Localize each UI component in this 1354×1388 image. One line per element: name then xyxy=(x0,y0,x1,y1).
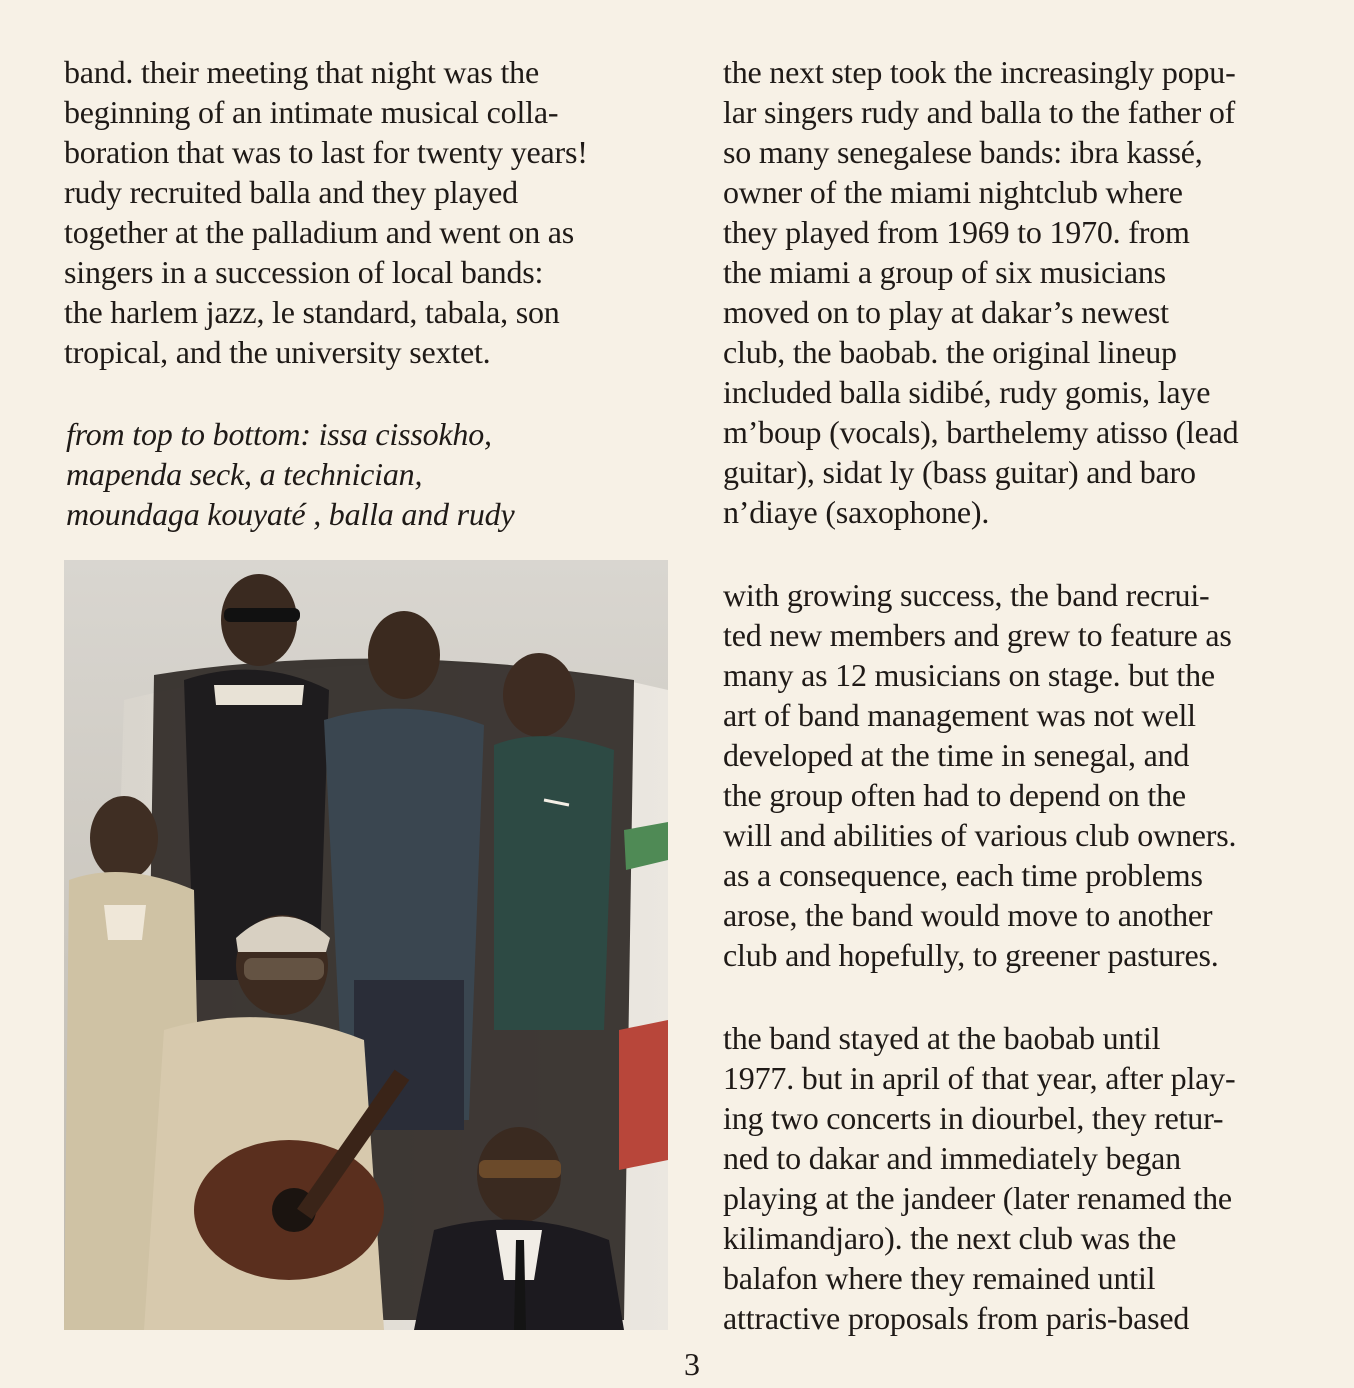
text-line: lar singers rudy and balla to the father of xyxy=(723,94,1236,130)
text-line: the miami a group of six musicians xyxy=(723,254,1166,290)
text-line: together at the palladium and went on as xyxy=(64,214,575,250)
text-line: singers in a succession of local bands: xyxy=(64,254,544,290)
text-line: kilimandjaro). the next club was the xyxy=(723,1220,1177,1256)
text-line: they played from 1969 to 1970. from xyxy=(723,214,1190,250)
text-line: the harlem jazz, le standard, tabala, son xyxy=(64,294,560,330)
text-line: playing at the jandeer (later renamed the xyxy=(723,1180,1232,1216)
text-line: m’boup (vocals), barthelemy atisso (lead xyxy=(723,414,1239,450)
text-line: as a consequence, each time problems xyxy=(723,857,1203,893)
text-line: ted new members and grew to feature as xyxy=(723,617,1232,653)
text-line: attractive proposals from paris-based xyxy=(723,1300,1190,1336)
text-line: tropical, and the university sextet. xyxy=(64,334,491,370)
text-line: will and abilities of various club owners. xyxy=(723,817,1237,853)
text-line: rudy recruited balla and they played xyxy=(64,174,518,210)
text-line: balafon where they remained until xyxy=(723,1260,1156,1296)
text-line: n’diaye (saxophone). xyxy=(723,494,990,530)
text-line: with growing success, the band recrui- xyxy=(723,577,1210,613)
text-line: many as 12 musicians on stage. but the xyxy=(723,657,1215,693)
text-line: ing two concerts in diourbel, they retur- xyxy=(723,1100,1224,1136)
text-line: club and hopefully, to greener pastures. xyxy=(723,937,1219,973)
text-line: beginning of an intimate musical colla- xyxy=(64,94,559,130)
text-line: so many senegalese bands: ibra kassé, xyxy=(723,134,1203,170)
text-line: moved on to play at dakar’s newest xyxy=(723,294,1169,330)
text-line: owner of the miami nightclub where xyxy=(723,174,1183,210)
text-line: guitar), sidat ly (bass guitar) and baro xyxy=(723,454,1196,490)
photo-caption-line: moundaga kouyaté , balla and rudy xyxy=(66,496,515,532)
text-line: ned to dakar and immediately began xyxy=(723,1140,1181,1176)
text-line: developed at the time in senegal, and xyxy=(723,737,1190,773)
text-line: included balla sidibé, rudy gomis, laye xyxy=(723,374,1211,410)
photo-caption-line: mapenda seck, a technician, xyxy=(66,456,423,492)
text-line: club, the baobab. the original lineup xyxy=(723,334,1177,370)
photo-caption-line: from top to bottom: issa cissokho, xyxy=(66,416,492,452)
text-line: 1977. but in april of that year, after play- xyxy=(723,1060,1236,1096)
text-line: the group often had to depend on the xyxy=(723,777,1186,813)
band-photo xyxy=(64,560,668,1330)
text-line: boration that was to last for twenty years! xyxy=(64,134,588,170)
text-line: art of band management was not well xyxy=(723,697,1196,733)
page-number: 3 xyxy=(684,1346,700,1382)
text-line: arose, the band would move to another xyxy=(723,897,1213,933)
text-line: the next step took the increasingly popu- xyxy=(723,54,1236,90)
text-line: the band stayed at the baobab until xyxy=(723,1020,1161,1056)
text-line: band. their meeting that night was the xyxy=(64,54,539,90)
